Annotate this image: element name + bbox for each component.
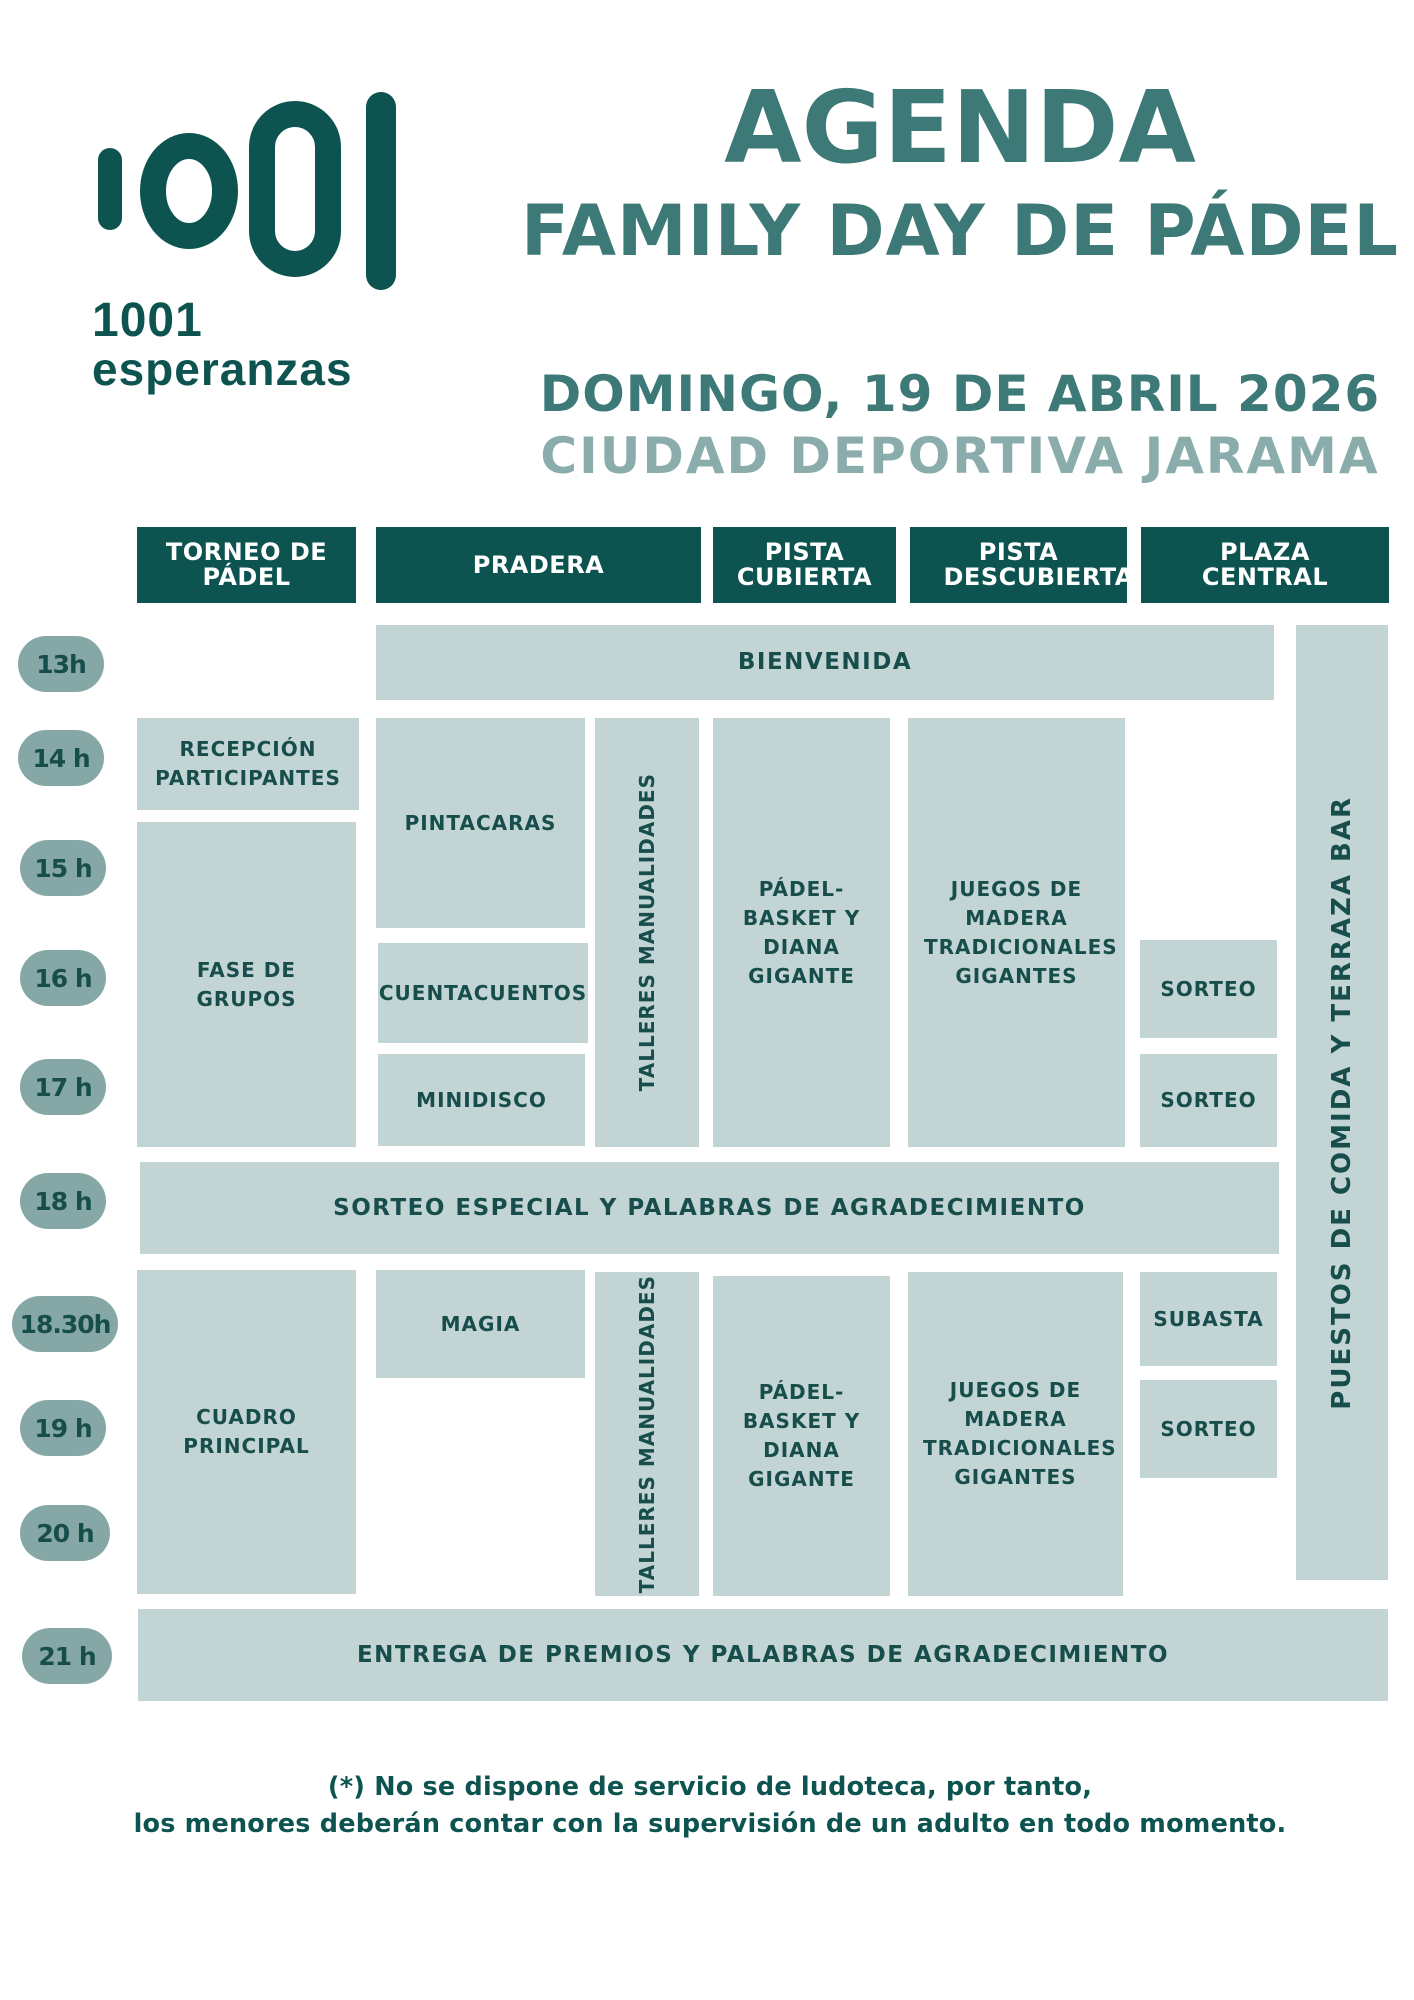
event-venue: CIUDAD DEPORTIVA JARAMA <box>540 427 1380 485</box>
time-label: 20 h <box>20 1505 110 1561</box>
logo-line-1: 1001 <box>92 294 203 347</box>
activity-sorteo: SORTEO <box>1140 1054 1277 1147</box>
activity-padel-basket: PÁDEL-BASKET Y DIANA GIGANTE <box>713 718 890 1147</box>
activity-minidisco: MINIDISCO <box>378 1054 585 1146</box>
activity-cuentacuentos: CUENTACUENTOS <box>378 943 588 1043</box>
page-subtitle: FAMILY DAY DE PÁDEL <box>521 190 1399 272</box>
1001-esperanzas-logo-icon <box>92 88 412 298</box>
time-label: 19 h <box>20 1400 106 1456</box>
activity-pintacaras: PINTACARAS <box>376 718 585 928</box>
activity-juegos-madera: JUEGOS DE MADERA TRADICIONALES GIGANTES <box>908 718 1125 1147</box>
time-label: 14 h <box>18 730 104 786</box>
time-label: 15 h <box>20 840 106 896</box>
time-label: 18.30h <box>12 1296 118 1352</box>
activity-subasta: SUBASTA <box>1140 1272 1277 1366</box>
activity-entrega-premios: ENTREGA DE PREMIOS Y PALABRAS DE AGRADECIMIENTO <box>138 1609 1388 1701</box>
column-header-torneo: TORNEO DE PÁDEL <box>137 527 356 603</box>
column-header-pradera: PRADERA <box>376 527 701 603</box>
activity-sorteo: SORTEO <box>1140 940 1277 1038</box>
column-header-pista-cubierta: PISTA CUBIERTA <box>713 527 896 603</box>
footnote-line-2: los menores deberán contar con la supervisión de un adulto en todo momento. <box>133 1809 1287 1839</box>
time-label: 18 h <box>20 1173 106 1229</box>
activity-fase-grupos: FASE DE GRUPOS <box>137 822 356 1147</box>
time-label: 16 h <box>20 950 106 1006</box>
event-date: DOMINGO, 19 DE ABRIL 2026 <box>539 365 1381 423</box>
activity-sorteo: SORTEO <box>1140 1380 1277 1478</box>
time-label: 21 h <box>22 1628 112 1684</box>
activity-sorteo-especial: SORTEO ESPECIAL Y PALABRAS DE AGRADECIMIENTO <box>140 1162 1279 1254</box>
activity-talleres-manualidades: TALLERES MANUALIDADES <box>595 1272 699 1596</box>
activity-recepcion: RECEPCIÓN PARTICIPANTES <box>137 718 359 810</box>
column-header-pista-descubierta: PISTA DESCUBIERTA <box>910 527 1127 603</box>
page-title: AGENDA <box>724 69 1196 186</box>
footnote-line-1: (*) No se dispone de servicio de ludoteca, por tanto, <box>327 1772 1093 1802</box>
activity-cuadro-principal: CUADRO PRINCIPAL <box>137 1270 356 1594</box>
logo-line-2: esperanzas <box>92 343 353 395</box>
activity-juegos-madera: JUEGOS DE MADERA TRADICIONALES GIGANTES <box>908 1272 1123 1596</box>
activity-padel-basket: PÁDEL-BASKET Y DIANA GIGANTE <box>713 1276 890 1596</box>
activity-bienvenida: BIENVENIDA <box>376 625 1274 700</box>
column-header-plaza-central: PLAZA CENTRAL <box>1141 527 1389 603</box>
time-label: 17 h <box>20 1059 106 1115</box>
activity-puestos-comida: PUESTOS DE COMIDA Y TERRAZA BAR <box>1296 625 1388 1580</box>
activity-talleres-manualidades: TALLERES MANUALIDADES <box>595 718 699 1147</box>
time-label: 13h <box>18 636 104 692</box>
activity-magia: MAGIA <box>376 1270 585 1378</box>
